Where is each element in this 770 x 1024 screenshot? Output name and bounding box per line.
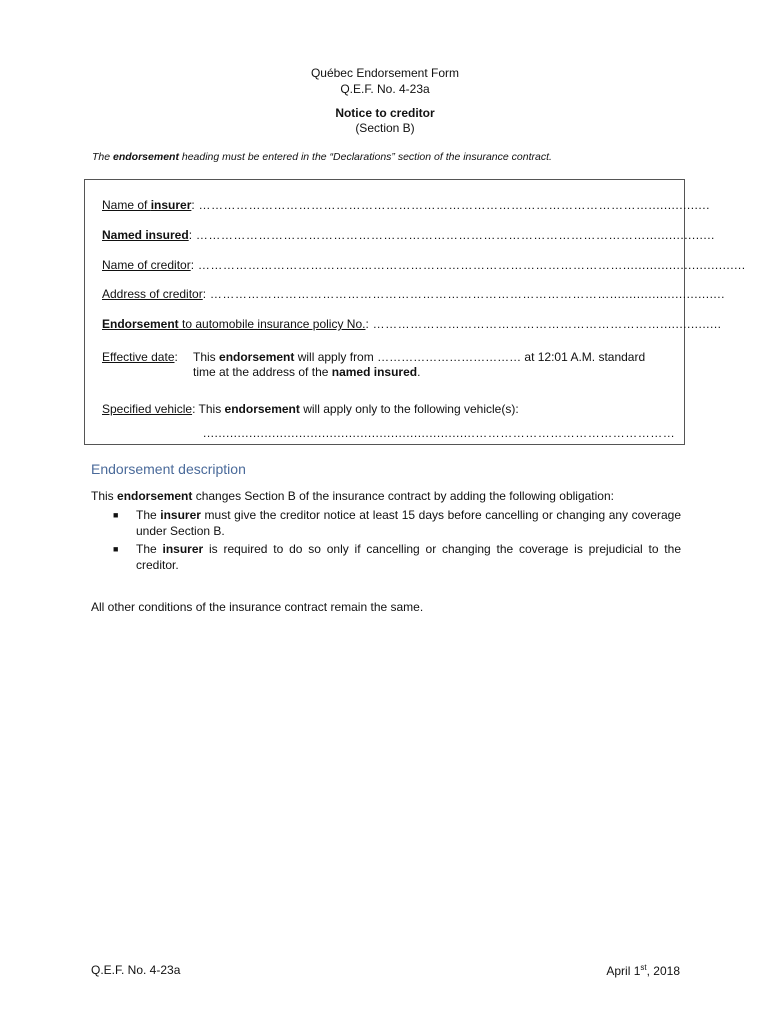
creditor-address-colon: :: [202, 287, 207, 301]
declarations-box: [84, 179, 746, 445]
effective-date-colon: :: [174, 350, 178, 364]
form-title-block: [0, 106, 770, 136]
instruction-pre: The: [92, 151, 114, 163]
creditor-address-field[interactable]: [102, 287, 725, 301]
named-insured-label: Named insured: [102, 228, 189, 242]
effective-t3: .: [417, 365, 421, 379]
form-number: Q.E.F. No. 4-23a: [340, 82, 430, 96]
effective-b1: endorsement: [219, 350, 295, 364]
bullet-post: is required to do so only if cancelling or changing the coverage is prejudicial to the creditor.: [136, 542, 681, 572]
list-item: [91, 541, 681, 573]
insurer-colon: :: [191, 198, 195, 212]
creditor-address-blank[interactable]: ……………………………………………………………………………………..............................: [206, 287, 725, 301]
vehicle-label: Specified vehicle: [102, 402, 193, 416]
bullet-bold: insurer: [160, 508, 201, 522]
form-section: (Section B): [355, 121, 415, 135]
description-intro: [91, 489, 691, 503]
intro-pre: This: [91, 489, 118, 503]
policy-label-text: to automobile insurance policy No.: [178, 317, 366, 331]
instruction-text: [92, 151, 692, 163]
insurer-field[interactable]: [102, 198, 710, 212]
effective-date-text[interactable]: [193, 350, 663, 380]
bullet-post: must give the creditor notice at least 15 days before cancelling or changing any coverage under Section B.: [136, 508, 681, 538]
policy-label: [102, 317, 365, 331]
named-insured-colon: :: [188, 228, 193, 242]
named-insured-field[interactable]: [102, 228, 715, 242]
vehicle-t2: will apply only to the following vehicle(s):: [299, 402, 519, 416]
policy-number-field[interactable]: [102, 317, 722, 331]
vehicle-blank[interactable]: .......................................................................…………………………………………: [203, 426, 676, 440]
vehicle-b1: endorsement: [224, 402, 300, 416]
form-name: Québec Endorsement Form: [310, 66, 460, 80]
creditor-field[interactable]: [102, 258, 746, 272]
bullet-pre: The: [136, 542, 163, 556]
obligation-list: [91, 507, 681, 575]
creditor-address-label: Address of creditor: [102, 287, 203, 301]
insurer-label-pre: Name of: [102, 198, 151, 212]
instruction-bold: endorsement: [113, 151, 179, 163]
insurer-label: [102, 198, 191, 212]
policy-label-bold: Endorsement: [102, 317, 179, 331]
specified-vehicle-field: [102, 402, 667, 416]
intro-post: changes Section B of the insurance contract by adding the following obligation:: [192, 489, 614, 503]
insurer-blank[interactable]: ………………………………………………………………………………………………................: [194, 198, 710, 212]
bullet-icon: ■: [113, 510, 119, 520]
named-insured-blank[interactable]: ………………………………………………………………………………………………..................: [192, 228, 715, 242]
description-heading: Endorsement description: [91, 461, 246, 477]
form-header: [0, 65, 770, 97]
list-item: [91, 507, 681, 539]
footer-date-post: , 2018: [646, 964, 680, 978]
footer-date-sup: st: [640, 963, 647, 972]
policy-colon: :: [365, 317, 369, 331]
footer-date-pre: April 1: [606, 964, 641, 978]
bullet-bold: insurer: [162, 542, 204, 556]
vehicle-colon: :: [192, 402, 196, 416]
effective-t2[interactable]: will apply from ……………………………… at 12:01 A.M. standard time at the address of the: [193, 350, 646, 379]
form-title: Notice to creditor: [335, 106, 435, 120]
effective-date-label-text: Effective date: [102, 350, 175, 364]
intro-bold: endorsement: [117, 489, 193, 503]
creditor-label: Name of creditor: [102, 258, 191, 272]
closing-statement: All other conditions of the insurance contract remain the same.: [91, 600, 424, 614]
vehicle-t1: This: [195, 402, 225, 416]
creditor-colon: :: [190, 258, 195, 272]
insurer-label-bold: insurer: [150, 198, 192, 212]
bullet-pre: The: [136, 508, 161, 522]
effective-t1: This: [193, 350, 220, 364]
creditor-blank[interactable]: …………………………………………………………………………………………................................: [194, 258, 746, 272]
instruction-post: heading must be entered in the “Declarations” section of the insurance contract.: [178, 151, 552, 163]
footer-form-number: Q.E.F. No. 4-23a: [91, 963, 181, 977]
effective-date-label: [102, 350, 178, 364]
bullet-icon: ■: [113, 544, 119, 554]
policy-blank[interactable]: ……………………………………………………………................: [368, 317, 722, 331]
effective-b2: named insured: [331, 365, 418, 379]
footer-date: [606, 963, 680, 978]
